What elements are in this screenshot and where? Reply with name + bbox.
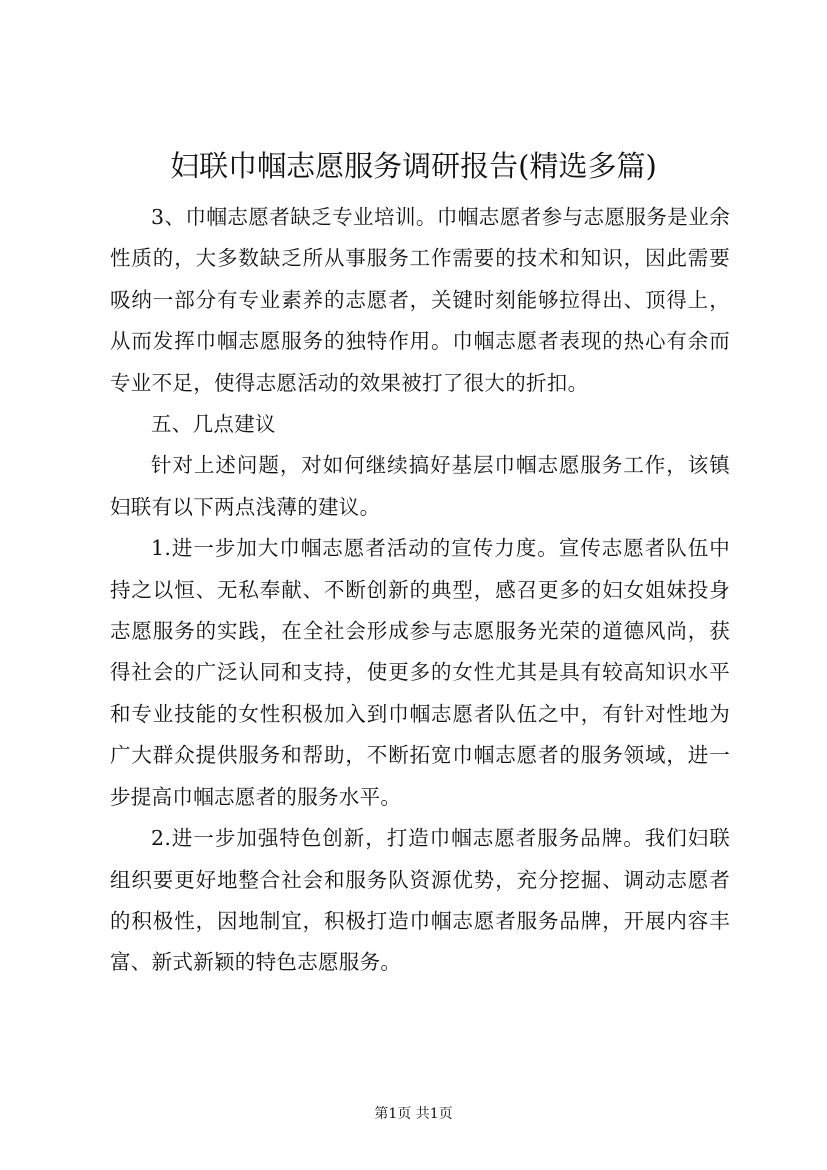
paragraph-suggestions-intro: 针对上述问题，对如何继续搞好基层巾帼志愿服务工作，该镇妇联有以下两点浅薄的建议。 (110, 453, 730, 519)
paragraph-training-issue: 3、巾帼志愿者缺乏专业培训。巾帼志愿者参与志愿服务是业余性质的，大多数缺乏所从事服务工作需要的技术和知识，因此需要吸纳一部分有专业素养的志愿者，关键时刻能够拉得出、顶得上，从而发挥巾帼志愿服务的独特作用。巾帼志愿者表现的热心有余而专业不足，使得志愿活动的效果被打了很大的折扣。 (110, 205, 730, 395)
paragraph-suggestion-1: 1.进一步加大巾帼志愿者活动的宣传力度。宣传志愿者队伍中持之以恒、无私奉献、不断创新的典型，感召更多的妇女姐妹投身志愿服务的实践，在全社会形成参与志愿服务光荣的道德风尚，获得社会的广泛认同和支持，使更多的女性尤其是具有较高知识水平和专业技能的女性积极加入到巾帼志愿者队伍之中，有针对性地为广大群众提供服务和帮助，不断拓宽巾帼志愿者的服务领域，进一步提高巾帼志愿者的服务水平。 (110, 536, 730, 809)
document-title: 妇联巾帼志愿服务调研报告(精选多篇) (170, 149, 657, 183)
paragraph-suggestion-2: 2.进一步加强特色创新，打造巾帼志愿者服务品牌。我们妇联组织要更好地整合社会和服务队资源优势，充分挖掘、调动志愿者的积极性，因地制宜，积极打造巾帼志愿者服务品牌，开展内容丰富、新式新颖的特色志愿服务。 (110, 826, 730, 975)
document-body (110, 197, 730, 984)
page-footer: 第1页 共1页 (374, 1106, 453, 1122)
section-heading-suggestions: 五、几点建议 (151, 412, 276, 437)
